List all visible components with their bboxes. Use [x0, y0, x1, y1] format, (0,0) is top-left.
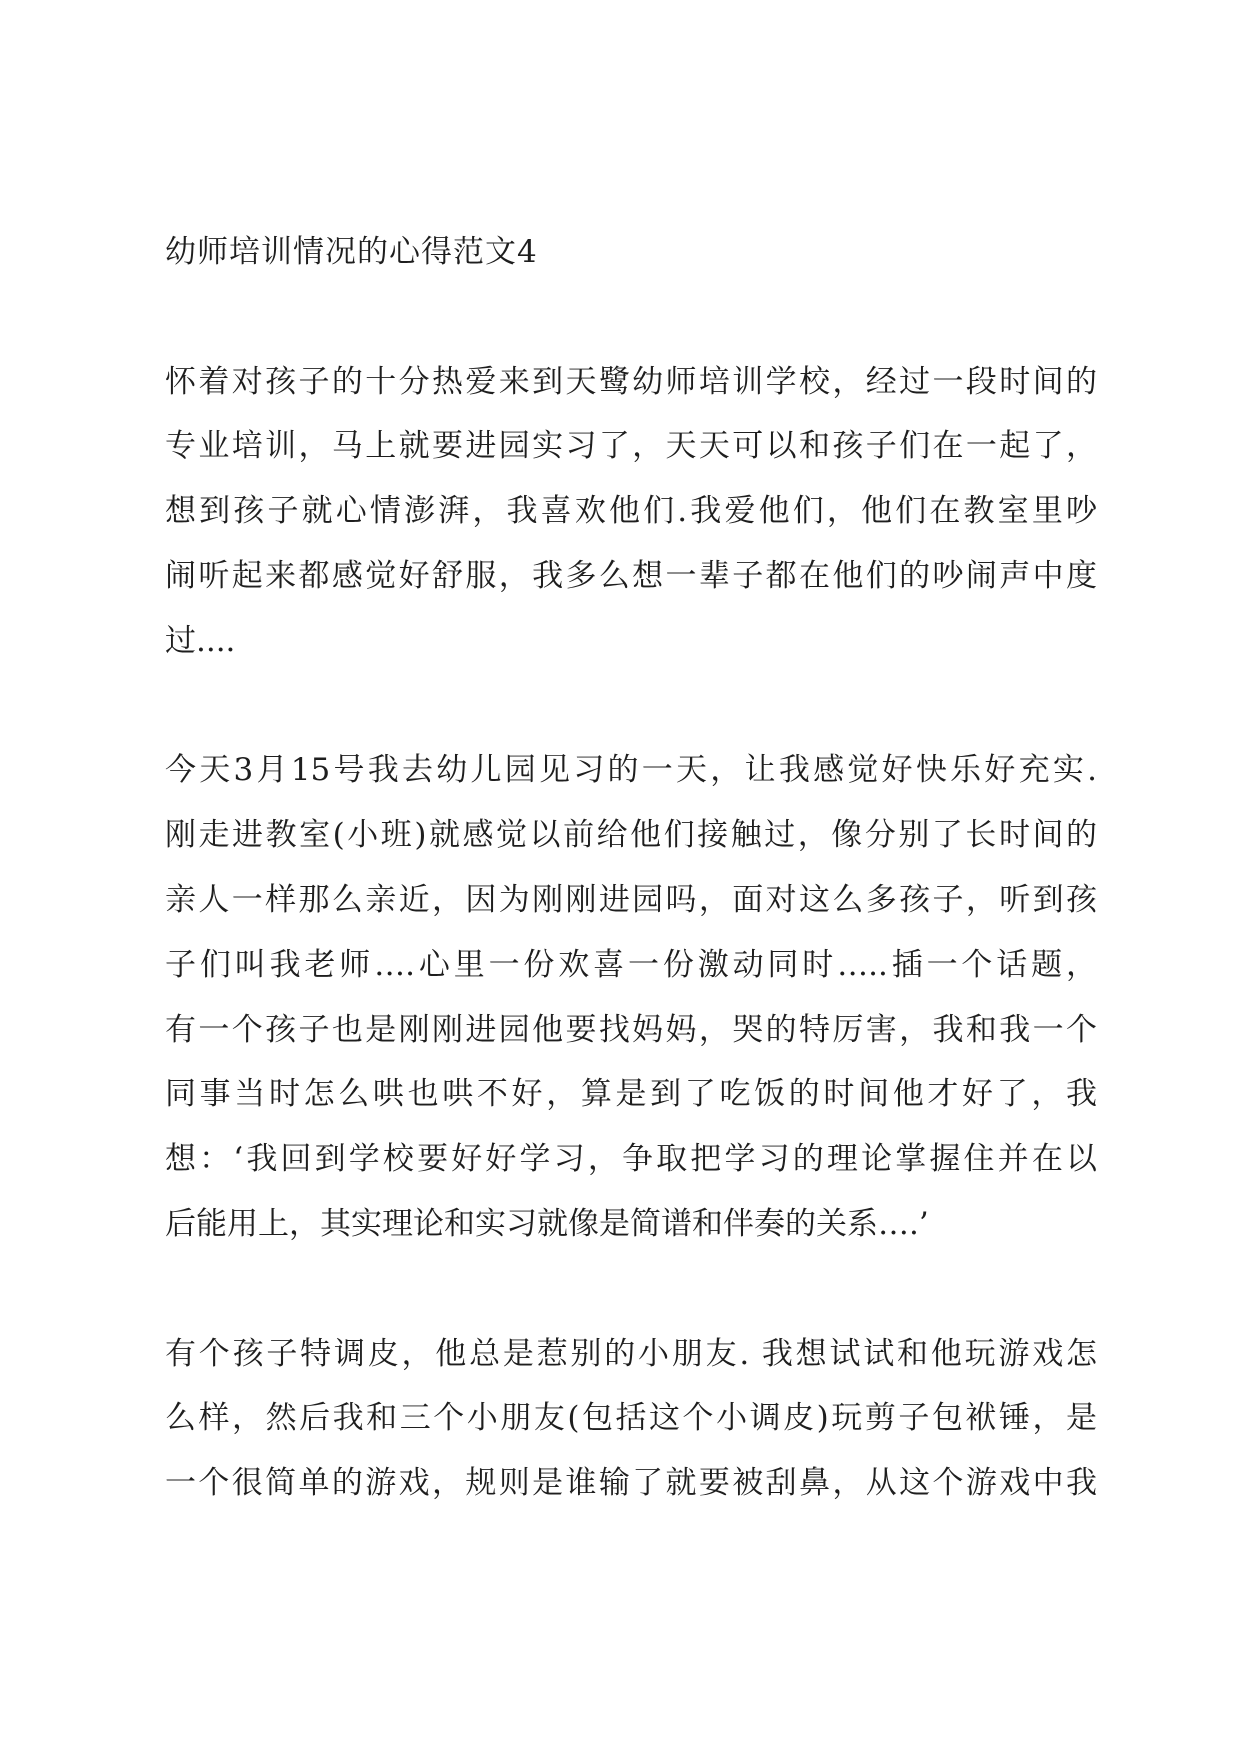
text-line: 闹听起来都感觉好舒服，我多么想一辈子都在他们的吵闹声中度: [165, 557, 1097, 594]
document-body: [165, 350, 1097, 1516]
text-line: 过....: [165, 622, 236, 659]
text-line: 有一个孩子也是刚刚进园他要找妈妈，哭的特厉害，我和我一个: [165, 1011, 1097, 1048]
text-line: 同事当时怎么哄也哄不好，算是到了吃饭的时间他才好了，我: [165, 1076, 1097, 1113]
text-line: 一个很简单的游戏，规则是谁输了就要被刮鼻，从这个游戏中我: [165, 1465, 1097, 1502]
text-line: 亲人一样那么亲近，因为刚刚进园吗，面对这么多孩子，听到孩: [165, 881, 1097, 918]
text-line: 怀着对孩子的十分热爱来到天鹭幼师培训学校，经过一段时间的: [165, 363, 1097, 400]
paragraph: [165, 738, 1097, 1256]
text-line: 有个孩子特调皮，他总是惹别的小朋友. 我想试试和他玩游戏怎: [165, 1335, 1097, 1372]
paragraph: [165, 1322, 1097, 1516]
text-line: 想：‘我回到学校要好好学习，争取把学习的理论掌握住并在以: [165, 1141, 1097, 1178]
paragraph: [165, 350, 1097, 674]
text-line: 后能用上，其实理论和实习就像是简谱和伴奏的关系….’: [165, 1205, 929, 1242]
text-line: 子们叫我老师….心里一份欢喜一份激动同时…..插一个话题，: [165, 946, 1097, 983]
text-line: 专业培训，马上就要进园实习了，天天可以和孩子们在一起了，: [165, 428, 1097, 465]
text-line: 么样，然后我和三个小朋友(包括这个小调皮)玩剪子包袱锤，是: [165, 1400, 1097, 1437]
document-title: 幼师培训情况的心得范文4: [165, 234, 538, 270]
text-line: 想到孩子就心情澎湃，我喜欢他们.我爱他们，他们在教室里吵: [165, 493, 1097, 530]
text-line: 刚走进教室(小班)就感觉以前给他们接触过，像分别了长时间的: [165, 817, 1097, 854]
document-page: [165, 220, 1097, 1581]
text-line: 今天3月15号我去幼儿园见习的一天，让我感觉好快乐好充实.: [165, 752, 1097, 789]
